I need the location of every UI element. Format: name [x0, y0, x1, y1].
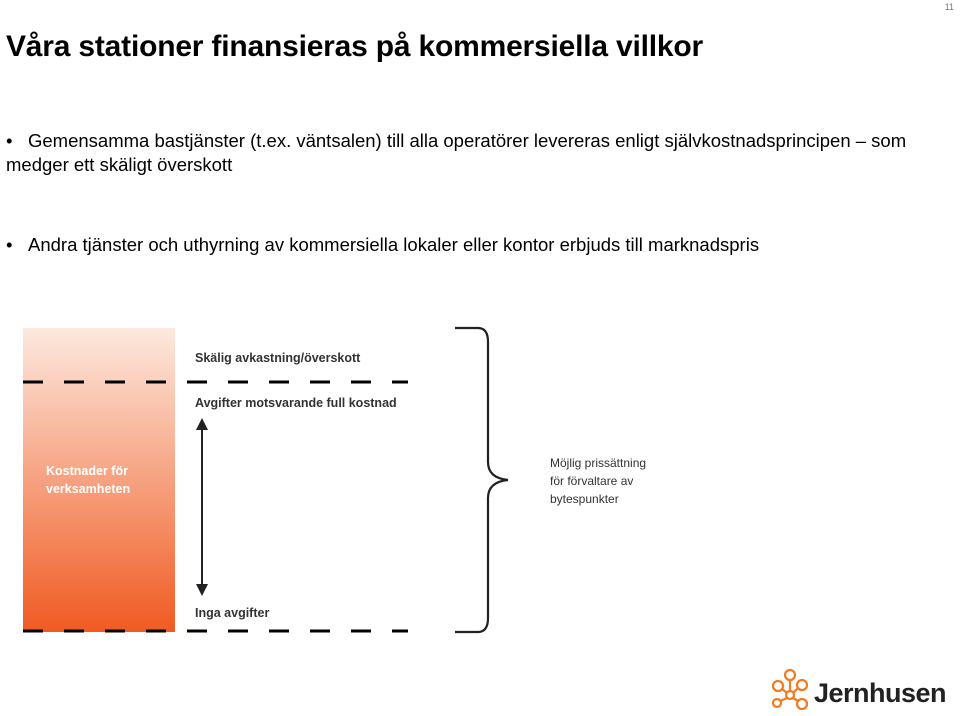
- no-fees-label: Inga avgifter: [195, 606, 270, 620]
- page-title: Våra stationer finansieras på kommersiella villkor: [6, 30, 703, 63]
- pricing-label-line: Möjlig prissättning: [550, 456, 647, 470]
- logo-text: Jernhusen: [814, 678, 947, 708]
- page-number: 11: [944, 2, 954, 12]
- cost-pricing-diagram: [0, 320, 960, 650]
- pricing-possibility-label: [550, 456, 649, 506]
- bullet-marker: •: [6, 130, 13, 151]
- jernhusen-logo: [768, 668, 958, 714]
- right-brace-icon: [455, 328, 508, 632]
- cost-bar-label-line: Kostnader för: [46, 464, 128, 478]
- bullet-item: [6, 129, 946, 177]
- full-cost-fees-label: Avgifter motsvarande full kostnad: [195, 396, 397, 410]
- reasonable-profit-label: Skälig avkastning/överskott: [195, 351, 361, 365]
- network-circles-icon: [768, 668, 814, 714]
- bullet-item: [6, 233, 946, 257]
- pricing-label-line: för förvaltare av: [550, 474, 634, 488]
- pricing-label-line: bytespunkter: [550, 492, 619, 506]
- cost-bar: [23, 328, 175, 632]
- cost-bar-label-line: verksamheten: [46, 482, 131, 496]
- bullet-marker: •: [6, 234, 13, 255]
- double-arrow-icon: [196, 418, 208, 596]
- bullet-text: Gemensamma bastjänster (t.ex. väntsalen) till alla operatörer levereras enligt självkostnadsprincipen – som medger ett skäligt överskott: [6, 130, 907, 175]
- bullet-text: Andra tjänster och uthyrning av kommersiella lokaler eller kontor erbjuds till marknadspris: [28, 234, 760, 255]
